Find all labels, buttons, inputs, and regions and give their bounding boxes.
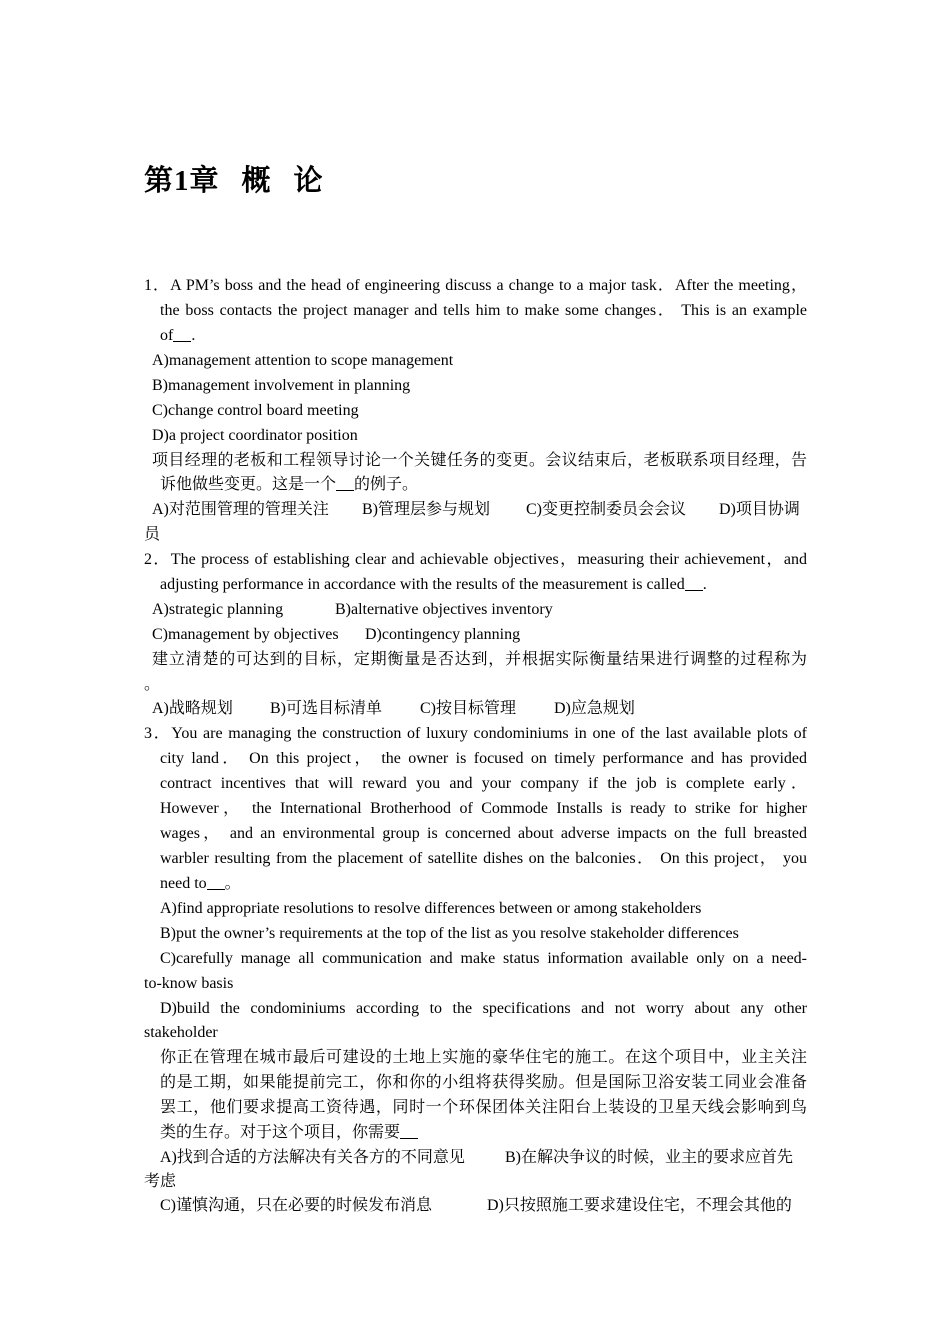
q2-option-b: B)alternative objectives inventory: [335, 601, 553, 618]
q3-stem-line-2: city land． On this project， the owner is focused on timely performance and has provided: [160, 750, 807, 767]
q3-chinese-line-2: 的是工期，如果能提前完工，你和你的小组将获得奖励。但是国际卫浴安装工同业会准备: [160, 1074, 807, 1091]
q3-stem-line-5: wages， and an environmental group is concerned about adverse impacts on the full breasted: [160, 825, 807, 842]
chapter-title: 第1章 概 论: [144, 165, 324, 197]
answer-blank: [336, 474, 354, 491]
q2-chinese-line-1: 建立清楚的可达到的目标，定期衡量是否达到，并根据实际衡量结果进行调整的过程称为: [152, 651, 807, 668]
q2-zh-option-d: D)应急规划: [554, 700, 635, 717]
q1-option-b: B)management involvement in planning: [152, 377, 411, 394]
q1-zh-option-c: C)变更控制委员会会议: [526, 501, 687, 518]
q1-chinese-options: [152, 497, 807, 522]
q3-stem-line-7: need to 。: [160, 875, 241, 892]
q2-zh-option-c: C)按目标管理: [420, 700, 517, 717]
q1-chinese-line-2: 诉他做些变更。这是一个 的例子。: [160, 476, 419, 493]
q3-option-b: B)put the owner’s requirements at the top of the list as you resolve stakeholder differences: [160, 925, 739, 942]
q3-chinese-options-row-1: [160, 1145, 807, 1170]
q3-option-d-line-1: D)build the condominiums according to the specifications and not worry about any other: [160, 1000, 807, 1017]
q2-option-c: C)management by objectives: [152, 626, 339, 643]
q3-option-c-line-2: to-know basis: [144, 975, 234, 992]
q1-chinese-line-1: 项目经理的老板和工程领导讨论一个关键任务的变更。会议结束后，老板联系项目经理，告: [152, 452, 807, 469]
q1-stem-line-2: the boss contacts the project manager and tells him to make some changes． This is an example: [160, 302, 807, 319]
answer-blank: [685, 574, 703, 591]
q3-stem-line-6: warbler resulting from the placement of satellite dishes on the balconies． On this project， you: [160, 850, 807, 867]
q1-stem-line-3: of .: [160, 327, 196, 344]
q3-stem-line-3: contract incentives that will reward you and your company if the job is complete early．: [160, 775, 807, 792]
q3-chinese-options-row-2: [160, 1193, 807, 1218]
q2-option-d: D)contingency planning: [365, 626, 521, 643]
q3-stem-line-4: However， the International Brotherhood of Commode Installs is ready to strike for higher: [160, 800, 807, 817]
q1-zh-option-d: D)项目协调: [719, 501, 800, 518]
q2-chinese-line-2: 。: [144, 676, 161, 693]
q2-zh-option-b: B)可选目标清单: [270, 700, 383, 717]
answer-blank: [207, 873, 225, 890]
q3-zh-option-c: C)谨慎沟通，只在必要的时候发布消息: [160, 1197, 433, 1214]
q2-zh-option-a: A)战略规划: [152, 700, 233, 717]
q2-options-row-1: [152, 597, 807, 622]
q1-zh-option-b: B)管理层参与规划: [362, 501, 491, 518]
q3-option-a: A)find appropriate resolutions to resolve differences between or among stakeholders: [160, 900, 702, 917]
q2-options-row-2: [152, 622, 807, 647]
q1-zh-option-a: A)对范围管理的管理关注: [152, 501, 329, 518]
q3-chinese-line-4: 类的生存。对于这个项目，你需要: [160, 1120, 418, 1145]
q1-option-c: C)change control board meeting: [152, 402, 359, 419]
q3-option-d-line-2: stakeholder: [144, 1024, 218, 1041]
q1-option-d: D)a project coordinator position: [152, 427, 358, 444]
q2-chinese-options: [152, 696, 807, 721]
q3-zh-option-d: D)只按照施工要求建设住宅，不理会其他的: [487, 1197, 792, 1214]
q2-option-a: A)strategic planning: [152, 601, 284, 618]
q3-stem-line-1: 3．You are managing the construction of luxury condominiums in one of the last available plots of: [144, 725, 807, 742]
q3-zh-option-b: B)在解决争议的时候，业主的要求应首先: [505, 1149, 794, 1166]
q1-stem-line-1: 1．A PM’s boss and the head of engineering discuss a change to a major task．After the meeting，: [144, 277, 807, 294]
q3-zh-option-a: A)找到合适的方法解决有关各方的不同意见: [160, 1149, 465, 1166]
q2-stem-line-2: adjusting performance in accordance with the results of the measurement is called .: [160, 576, 707, 593]
q3-chinese-line-1: 你正在管理在城市最后可建设的土地上实施的豪华住宅的施工。在这个项目中，业主关注: [160, 1049, 807, 1066]
q2-stem-line-1: 2．The process of establishing clear and achievable objectives，measuring their achievement，and: [144, 551, 807, 568]
q1-option-a: A)management attention to scope management: [152, 352, 454, 369]
answer-blank: [173, 325, 191, 342]
q3-option-c-line-1: C)carefully manage all communication and make status information available only on a need-: [160, 950, 807, 967]
answer-blank: [400, 1122, 418, 1139]
q3-chinese-line-3: 罢工，他们要求提高工资待遇，同时一个环保团体关注阳台上装设的卫星天线会影响到鸟: [160, 1099, 807, 1116]
q1-zh-option-d-wrap: 员: [144, 526, 161, 543]
q3-zh-option-b-wrap: 考虑: [144, 1173, 177, 1190]
